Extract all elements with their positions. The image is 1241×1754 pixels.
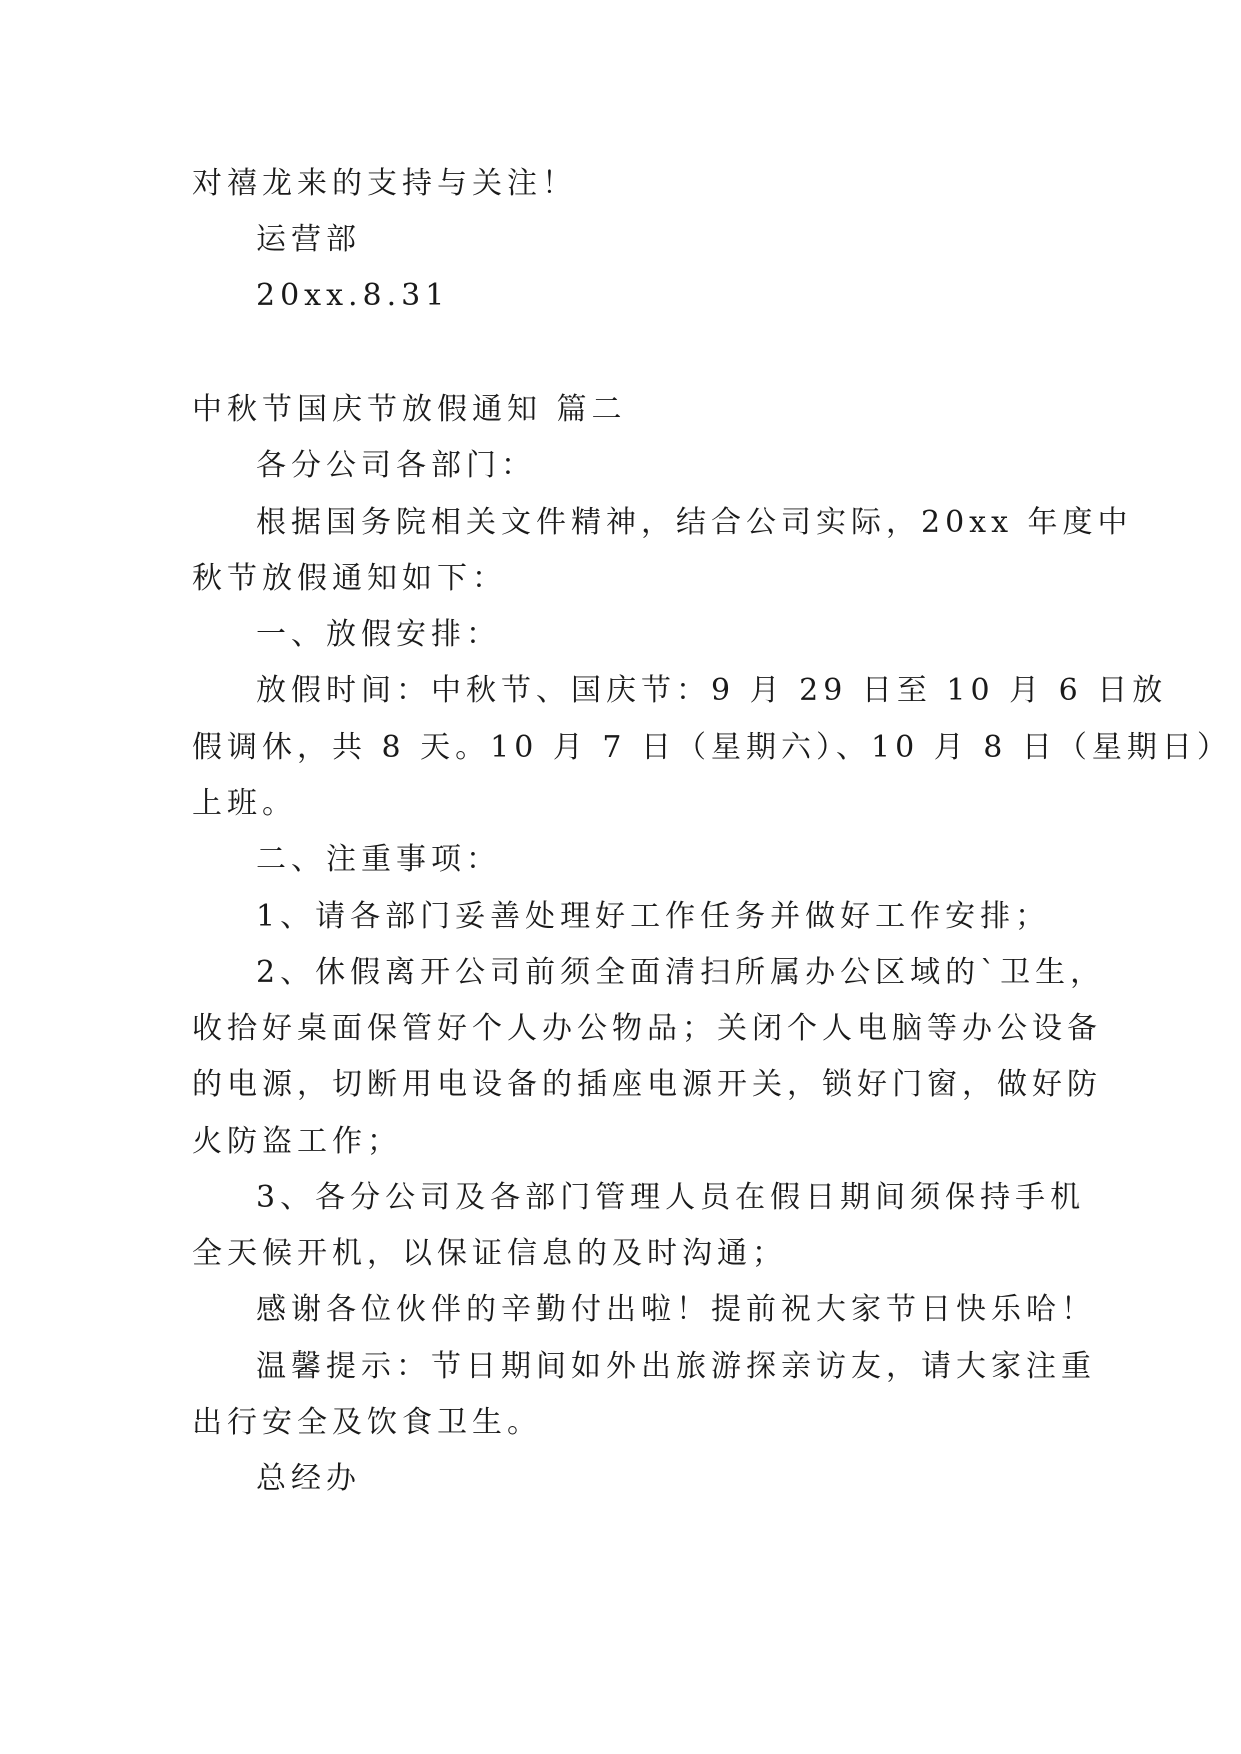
intro-line-1: 根据国务院相关文件精神，结合公司实际，20xx 年度中: [256, 505, 1133, 540]
schedule-line-3: 上班。: [192, 786, 297, 821]
note-item-3-line-1: 3、各分公司及各部门管理人员在假日期间须保持手机: [256, 1180, 1086, 1215]
heading-holiday-arrangement: 一、放假安排：: [256, 617, 501, 652]
note-item-2-line-4: 火防盗工作；: [192, 1124, 402, 1159]
notice-title: 中秋节国庆节放假通知 篇二: [192, 392, 627, 427]
note-item-3-line-2: 全天候开机，以保证信息的及时沟通；: [192, 1236, 787, 1271]
intro-line-2: 秋节放假通知如下：: [192, 561, 507, 596]
heading-notes: 二、注重事项：: [256, 842, 501, 877]
tip-line-1: 温馨提示：节日期间如外出旅游探亲访友，请大家注重: [256, 1349, 1096, 1384]
closing-line: 对禧龙来的支持与关注！: [192, 166, 577, 201]
signature-operations: 运营部: [256, 222, 361, 257]
thanks-line: 感谢各位伙伴的辛勤付出啦！提前祝大家节日快乐哈！: [256, 1292, 1096, 1327]
note-item-2-line-3: 的电源，切断用电设备的插座电源开关，锁好门窗，做好防: [192, 1067, 1102, 1102]
date-line: 20xx.8.31: [256, 278, 450, 313]
schedule-line-1: 放假时间：中秋节、国庆节：9 月 29 日至 10 月 6 日放: [256, 673, 1168, 708]
salutation: 各分公司各部门：: [256, 448, 536, 483]
signature-general-office: 总经办: [256, 1461, 361, 1496]
note-item-2-line-1: 2、休假离开公司前须全面清扫所属办公区域的`卫生，: [256, 955, 1106, 990]
tip-line-2: 出行安全及饮食卫生。: [192, 1405, 542, 1440]
note-item-1: 1、请各部门妥善处理好工作任务并做好工作安排；: [256, 899, 1051, 934]
schedule-line-2: 假调休，共 8 天。10 月 7 日（星期六）、10 月 8 日（星期日）: [192, 730, 1232, 765]
note-item-2-line-2: 收拾好桌面保管好个人办公物品；关闭个人电脑等办公设备: [192, 1011, 1102, 1046]
